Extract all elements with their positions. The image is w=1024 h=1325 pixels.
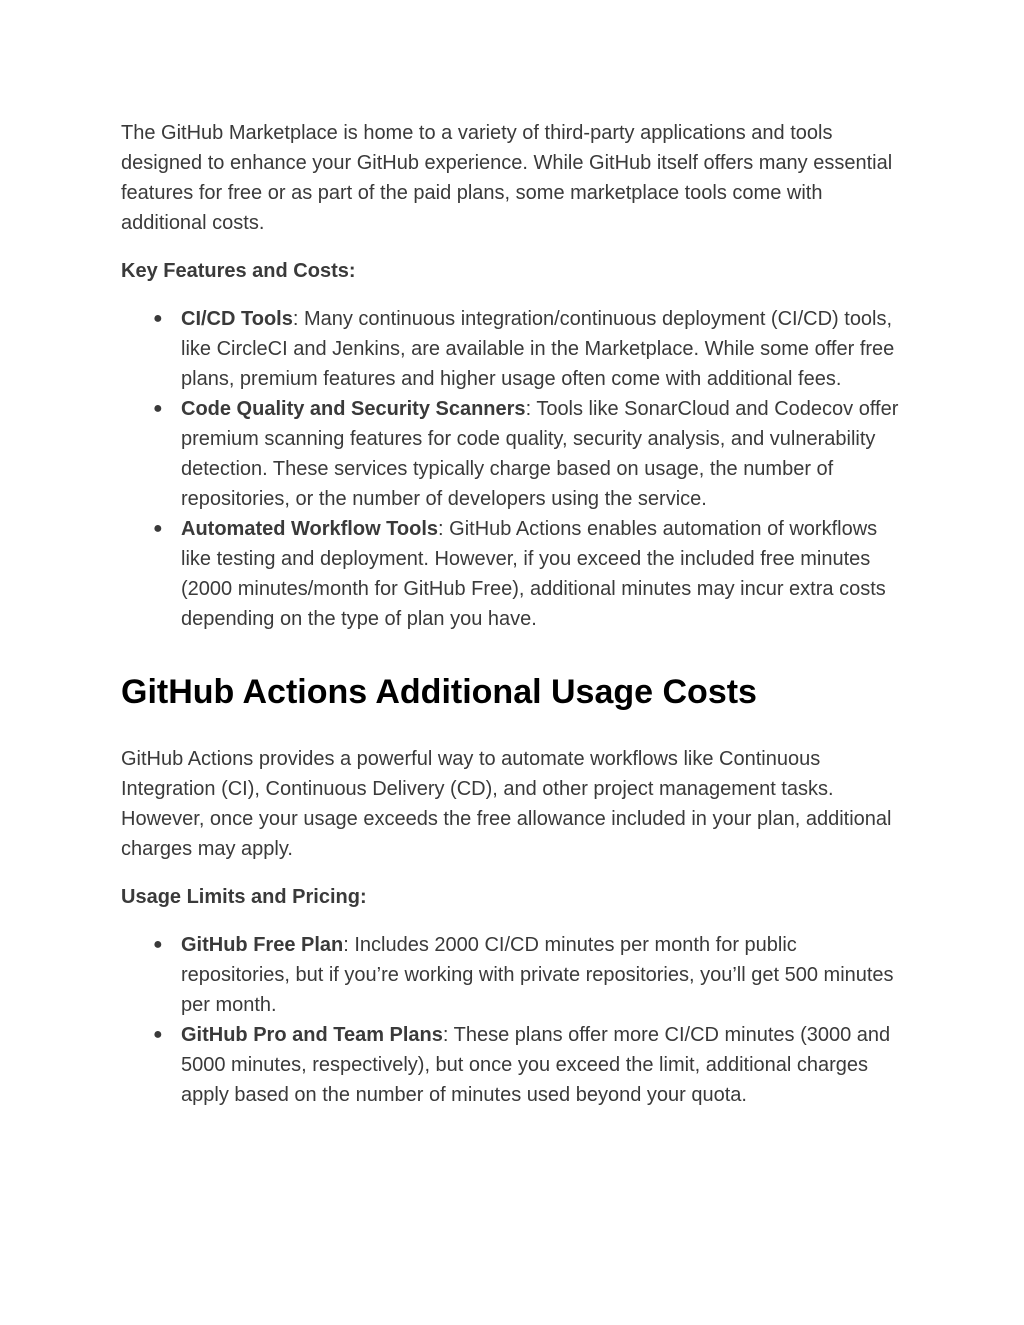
bullet-icon: ● (153, 936, 163, 953)
list-item-automated-workflow (121, 514, 911, 634)
list-item-text: : Many continuous integration/continuous deployment (CI/CD) tools, like CircleCI and Jenkins, are available in the Marketplace. While some offer free plans, premium features and higher usage often come with additional fees. (181, 308, 895, 390)
list-item-code-quality (121, 394, 911, 514)
actions-paragraph: GitHub Actions provides a powerful way to automate workflows like Continuous Integration (CI), Continuous Delivery (CD), and other project management tasks. However, once your usage exceeds the free allowance included in your plan, additional charges may apply. (121, 748, 892, 860)
list-item-term: Code Quality and Security Scanners (181, 398, 526, 420)
list-item-text: : These plans offer more CI/CD minutes (3000 and 5000 minutes, respectively), but once you exceed the limit, additional charges apply based on the number of minutes used beyond your quota. (181, 1024, 891, 1106)
key-features-heading: Key Features and Costs: (121, 260, 356, 282)
document-page (121, 118, 911, 1110)
list-item-text: : GitHub Actions enables automation of workflows like testing and deployment. However, if you exceed the included free minutes (2000 minutes/month for GitHub Free), additional minutes may incur extra costs depending on the type of plan you have. (181, 518, 886, 630)
bullet-icon: ● (153, 1026, 163, 1043)
section-title: GitHub Actions Additional Usage Costs (121, 673, 757, 711)
usage-limits-heading: Usage Limits and Pricing: (121, 886, 367, 908)
list-item-term: CI/CD Tools (181, 308, 293, 330)
usage-limits-list (121, 930, 911, 1110)
list-item-free-plan (121, 930, 911, 1020)
list-item-text: : Tools like SonarCloud and Codecov offer premium scanning features for code quality, security analysis, and vulnerability detection. These services typically charge based on usage, the number of repositories, or the number of developers using the service. (181, 398, 899, 510)
list-item-term: GitHub Pro and Team Plans (181, 1024, 443, 1046)
list-item-cicd-tools (121, 304, 911, 394)
bullet-icon: ● (153, 400, 163, 417)
list-item-term: GitHub Free Plan (181, 934, 344, 956)
key-features-list (121, 304, 911, 634)
list-item-pro-team-plans (121, 1020, 911, 1110)
bullet-icon: ● (153, 310, 163, 327)
intro-paragraph: The GitHub Marketplace is home to a variety of third-party applications and tools designed to enhance your GitHub experience. While GitHub itself offers many essential features for free or as part of the paid plans, some marketplace tools come with additional costs. (121, 122, 893, 234)
list-item-term: Automated Workflow Tools (181, 518, 439, 540)
list-item-text: : Includes 2000 CI/CD minutes per month for public repositories, but if you’re working with private repositories, you’ll get 500 minutes per month. (181, 934, 894, 1016)
bullet-icon: ● (153, 520, 163, 537)
